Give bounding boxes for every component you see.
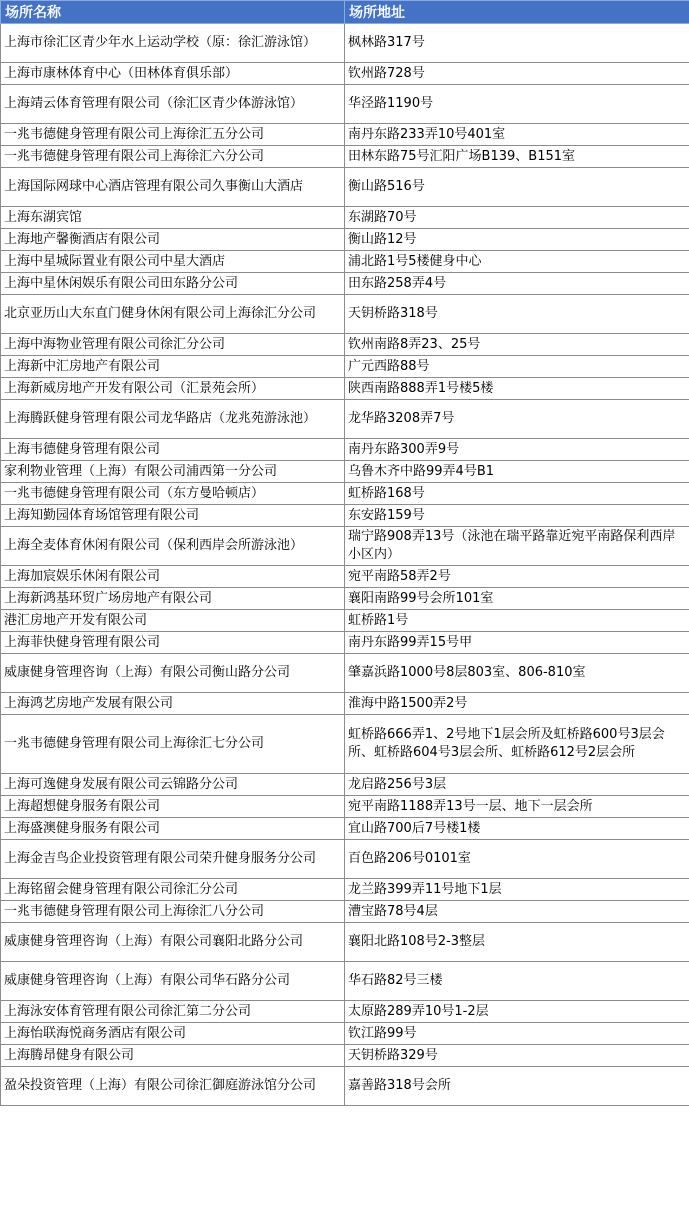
venue-name-cell: 上海加宸娱乐休闲有限公司 bbox=[1, 566, 345, 588]
table-row bbox=[1, 715, 689, 774]
table-row bbox=[1, 610, 689, 632]
table-row bbox=[1, 356, 689, 378]
venue-name-cell: 上海菲快健身管理有限公司 bbox=[1, 632, 345, 654]
venue-address-cell: 襄阳南路99号会所101室 bbox=[345, 588, 689, 610]
column-header-name: 场所名称 bbox=[1, 1, 345, 24]
table-row bbox=[1, 879, 689, 901]
venue-address-cell: 虹桥路168号 bbox=[345, 483, 689, 505]
table-row bbox=[1, 378, 689, 400]
table-header-row bbox=[1, 1, 689, 24]
venue-address-cell: 宛平南路58弄2号 bbox=[345, 566, 689, 588]
venue-address-cell: 南丹东路99弄15号甲 bbox=[345, 632, 689, 654]
venue-address-cell: 钦州南路8弄23、25号 bbox=[345, 334, 689, 356]
venue-name-cell: 上海地产馨衡酒店有限公司 bbox=[1, 229, 345, 251]
venue-name-cell: 上海泳安体育管理有限公司徐汇第二分公司 bbox=[1, 1001, 345, 1023]
table-row bbox=[1, 505, 689, 527]
table-row bbox=[1, 273, 689, 295]
venue-name-cell: 上海中海物业管理有限公司徐汇分公司 bbox=[1, 334, 345, 356]
venue-address-cell: 漕宝路78号4层 bbox=[345, 901, 689, 923]
venue-name-cell: 上海盛澳健身服务有限公司 bbox=[1, 818, 345, 840]
venue-address-cell: 浦北路1号5楼健身中心 bbox=[345, 251, 689, 273]
column-header-address: 场所地址 bbox=[345, 1, 689, 24]
venue-name-cell: 上海新鸿基环贸广场房地产有限公司 bbox=[1, 588, 345, 610]
table-row bbox=[1, 818, 689, 840]
venue-name-cell: 上海新中汇房地产有限公司 bbox=[1, 356, 345, 378]
venue-address-cell: 龙兰路399弄11号地下1层 bbox=[345, 879, 689, 901]
venue-address-cell: 百色路206号0101室 bbox=[345, 840, 689, 879]
table-row bbox=[1, 251, 689, 273]
venue-name-cell: 一兆韦德健身管理有限公司（东方曼哈顿店） bbox=[1, 483, 345, 505]
venue-address-cell: 钦江路99号 bbox=[345, 1023, 689, 1045]
table-row bbox=[1, 461, 689, 483]
venue-name-cell: 上海中星城际置业有限公司中星大酒店 bbox=[1, 251, 345, 273]
venue-name-cell: 上海靖云体育管理有限公司（徐汇区青少体游泳馆） bbox=[1, 85, 345, 124]
table-body bbox=[1, 24, 689, 1106]
venue-address-cell: 南丹东路233弄10号401室 bbox=[345, 124, 689, 146]
venue-name-cell: 上海腾昂健身有限公司 bbox=[1, 1045, 345, 1067]
venue-name-cell: 北京亚历山大东直门健身休闲有限公司上海徐汇分公司 bbox=[1, 295, 345, 334]
table-row bbox=[1, 566, 689, 588]
table-row bbox=[1, 774, 689, 796]
venue-address-cell: 钦州路728号 bbox=[345, 63, 689, 85]
venue-address-cell: 田林东路75号汇阳广场B139、B151室 bbox=[345, 146, 689, 168]
venue-address-cell: 襄阳北路108号2-3整层 bbox=[345, 923, 689, 962]
table-row bbox=[1, 1023, 689, 1045]
venue-name-cell: 上海全麦体育休闲有限公司（保利西岸会所游泳池） bbox=[1, 527, 345, 566]
venue-address-cell: 华泾路1190号 bbox=[345, 85, 689, 124]
venue-name-cell: 上海新威房地产开发有限公司（汇景苑会所） bbox=[1, 378, 345, 400]
table-row bbox=[1, 295, 689, 334]
table-row bbox=[1, 334, 689, 356]
table-row bbox=[1, 483, 689, 505]
venue-name-cell: 一兆韦德健身管理有限公司上海徐汇五分公司 bbox=[1, 124, 345, 146]
table-row bbox=[1, 168, 689, 207]
venue-address-cell: 东安路159号 bbox=[345, 505, 689, 527]
venue-address-cell: 淮海中路1500弄2号 bbox=[345, 693, 689, 715]
table-row bbox=[1, 840, 689, 879]
venue-address-cell: 衡山路516号 bbox=[345, 168, 689, 207]
venue-address-cell: 广元西路88号 bbox=[345, 356, 689, 378]
table-row bbox=[1, 632, 689, 654]
venue-address-cell: 衡山路12号 bbox=[345, 229, 689, 251]
table-row bbox=[1, 146, 689, 168]
venue-name-cell: 上海国际网球中心酒店管理有限公司久事衡山大酒店 bbox=[1, 168, 345, 207]
table-row bbox=[1, 207, 689, 229]
venue-name-cell: 上海腾跃健身管理有限公司龙华路店（龙兆苑游泳池） bbox=[1, 400, 345, 439]
venue-name-cell: 上海鸿艺房地产发展有限公司 bbox=[1, 693, 345, 715]
venue-address-cell: 乌鲁木齐中路99弄4号B1 bbox=[345, 461, 689, 483]
venue-address-cell: 宜山路700后7号楼1楼 bbox=[345, 818, 689, 840]
venue-name-cell: 上海铭留会健身管理有限公司徐汇分公司 bbox=[1, 879, 345, 901]
venue-name-cell: 一兆韦德健身管理有限公司上海徐汇六分公司 bbox=[1, 146, 345, 168]
venue-name-cell: 上海中星休闲娱乐有限公司田东路分公司 bbox=[1, 273, 345, 295]
table-row bbox=[1, 1001, 689, 1023]
venue-name-cell: 一兆韦德健身管理有限公司上海徐汇七分公司 bbox=[1, 715, 345, 774]
venue-address-cell: 肇嘉浜路1000号8层803室、806-810室 bbox=[345, 654, 689, 693]
venue-name-cell: 盈朵投资管理（上海）有限公司徐汇御庭游泳馆分公司 bbox=[1, 1067, 345, 1106]
venue-address-cell: 田东路258弄4号 bbox=[345, 273, 689, 295]
venue-address-cell: 天钥桥路329号 bbox=[345, 1045, 689, 1067]
table-row bbox=[1, 1067, 689, 1106]
venue-address-cell: 枫林路317号 bbox=[345, 24, 689, 63]
venue-name-cell: 上海金吉鸟企业投资管理有限公司荣升健身服务分公司 bbox=[1, 840, 345, 879]
table-row bbox=[1, 63, 689, 85]
table-row bbox=[1, 901, 689, 923]
venue-address-cell: 虹桥路1号 bbox=[345, 610, 689, 632]
venue-name-cell: 上海怡联海悦商务酒店有限公司 bbox=[1, 1023, 345, 1045]
table-row bbox=[1, 229, 689, 251]
venue-name-cell: 上海市徐汇区青少年水上运动学校（原：徐汇游泳馆） bbox=[1, 24, 345, 63]
table-row bbox=[1, 400, 689, 439]
venue-address-cell: 嘉善路318号会所 bbox=[345, 1067, 689, 1106]
venue-address-cell: 东湖路70号 bbox=[345, 207, 689, 229]
table-row bbox=[1, 923, 689, 962]
venue-name-cell: 上海东湖宾馆 bbox=[1, 207, 345, 229]
venue-name-cell: 家利物业管理（上海）有限公司浦西第一分公司 bbox=[1, 461, 345, 483]
venue-name-cell: 上海市康林体育中心（田林体育俱乐部） bbox=[1, 63, 345, 85]
table-row bbox=[1, 1045, 689, 1067]
table-row bbox=[1, 693, 689, 715]
venue-name-cell: 上海知勤园体育场馆管理有限公司 bbox=[1, 505, 345, 527]
table-row bbox=[1, 439, 689, 461]
table-row bbox=[1, 124, 689, 146]
table-row bbox=[1, 527, 689, 566]
venue-address-cell: 宛平南路1188弄13号一层、地下一层会所 bbox=[345, 796, 689, 818]
table-row bbox=[1, 24, 689, 63]
table-row bbox=[1, 654, 689, 693]
table-row bbox=[1, 796, 689, 818]
venue-name-cell: 上海可逸健身发展有限公司云锦路分公司 bbox=[1, 774, 345, 796]
venue-address-cell: 南丹东路300弄9号 bbox=[345, 439, 689, 461]
venue-name-cell: 威康健身管理咨询（上海）有限公司襄阳北路分公司 bbox=[1, 923, 345, 962]
venue-name-cell: 威康健身管理咨询（上海）有限公司衡山路分公司 bbox=[1, 654, 345, 693]
venue-address-cell: 天钥桥路318号 bbox=[345, 295, 689, 334]
table-row bbox=[1, 962, 689, 1001]
venue-address-cell: 陕西南路888弄1号楼5楼 bbox=[345, 378, 689, 400]
venue-name-cell: 上海韦德健身管理有限公司 bbox=[1, 439, 345, 461]
venue-address-cell: 瑞宁路908弄13号（泳池在瑞平路靠近宛平南路保利西岸小区内） bbox=[345, 527, 689, 566]
venue-name-cell: 港汇房地产开发有限公司 bbox=[1, 610, 345, 632]
venue-address-cell: 太原路289弄10号1-2层 bbox=[345, 1001, 689, 1023]
venue-name-cell: 威康健身管理咨询（上海）有限公司华石路分公司 bbox=[1, 962, 345, 1001]
table-row bbox=[1, 85, 689, 124]
venue-name-cell: 一兆韦德健身管理有限公司上海徐汇八分公司 bbox=[1, 901, 345, 923]
venue-name-cell: 上海超想健身服务有限公司 bbox=[1, 796, 345, 818]
venue-address-cell: 虹桥路666弄1、2号地下1层会所及虹桥路600号3层会所、虹桥路604号3层会所、虹桥路612号2层会所 bbox=[345, 715, 689, 774]
table-row bbox=[1, 588, 689, 610]
venue-address-cell: 华石路82号三楼 bbox=[345, 962, 689, 1001]
venue-address-cell: 龙启路256号3层 bbox=[345, 774, 689, 796]
venue-address-cell: 龙华路3208弄7号 bbox=[345, 400, 689, 439]
